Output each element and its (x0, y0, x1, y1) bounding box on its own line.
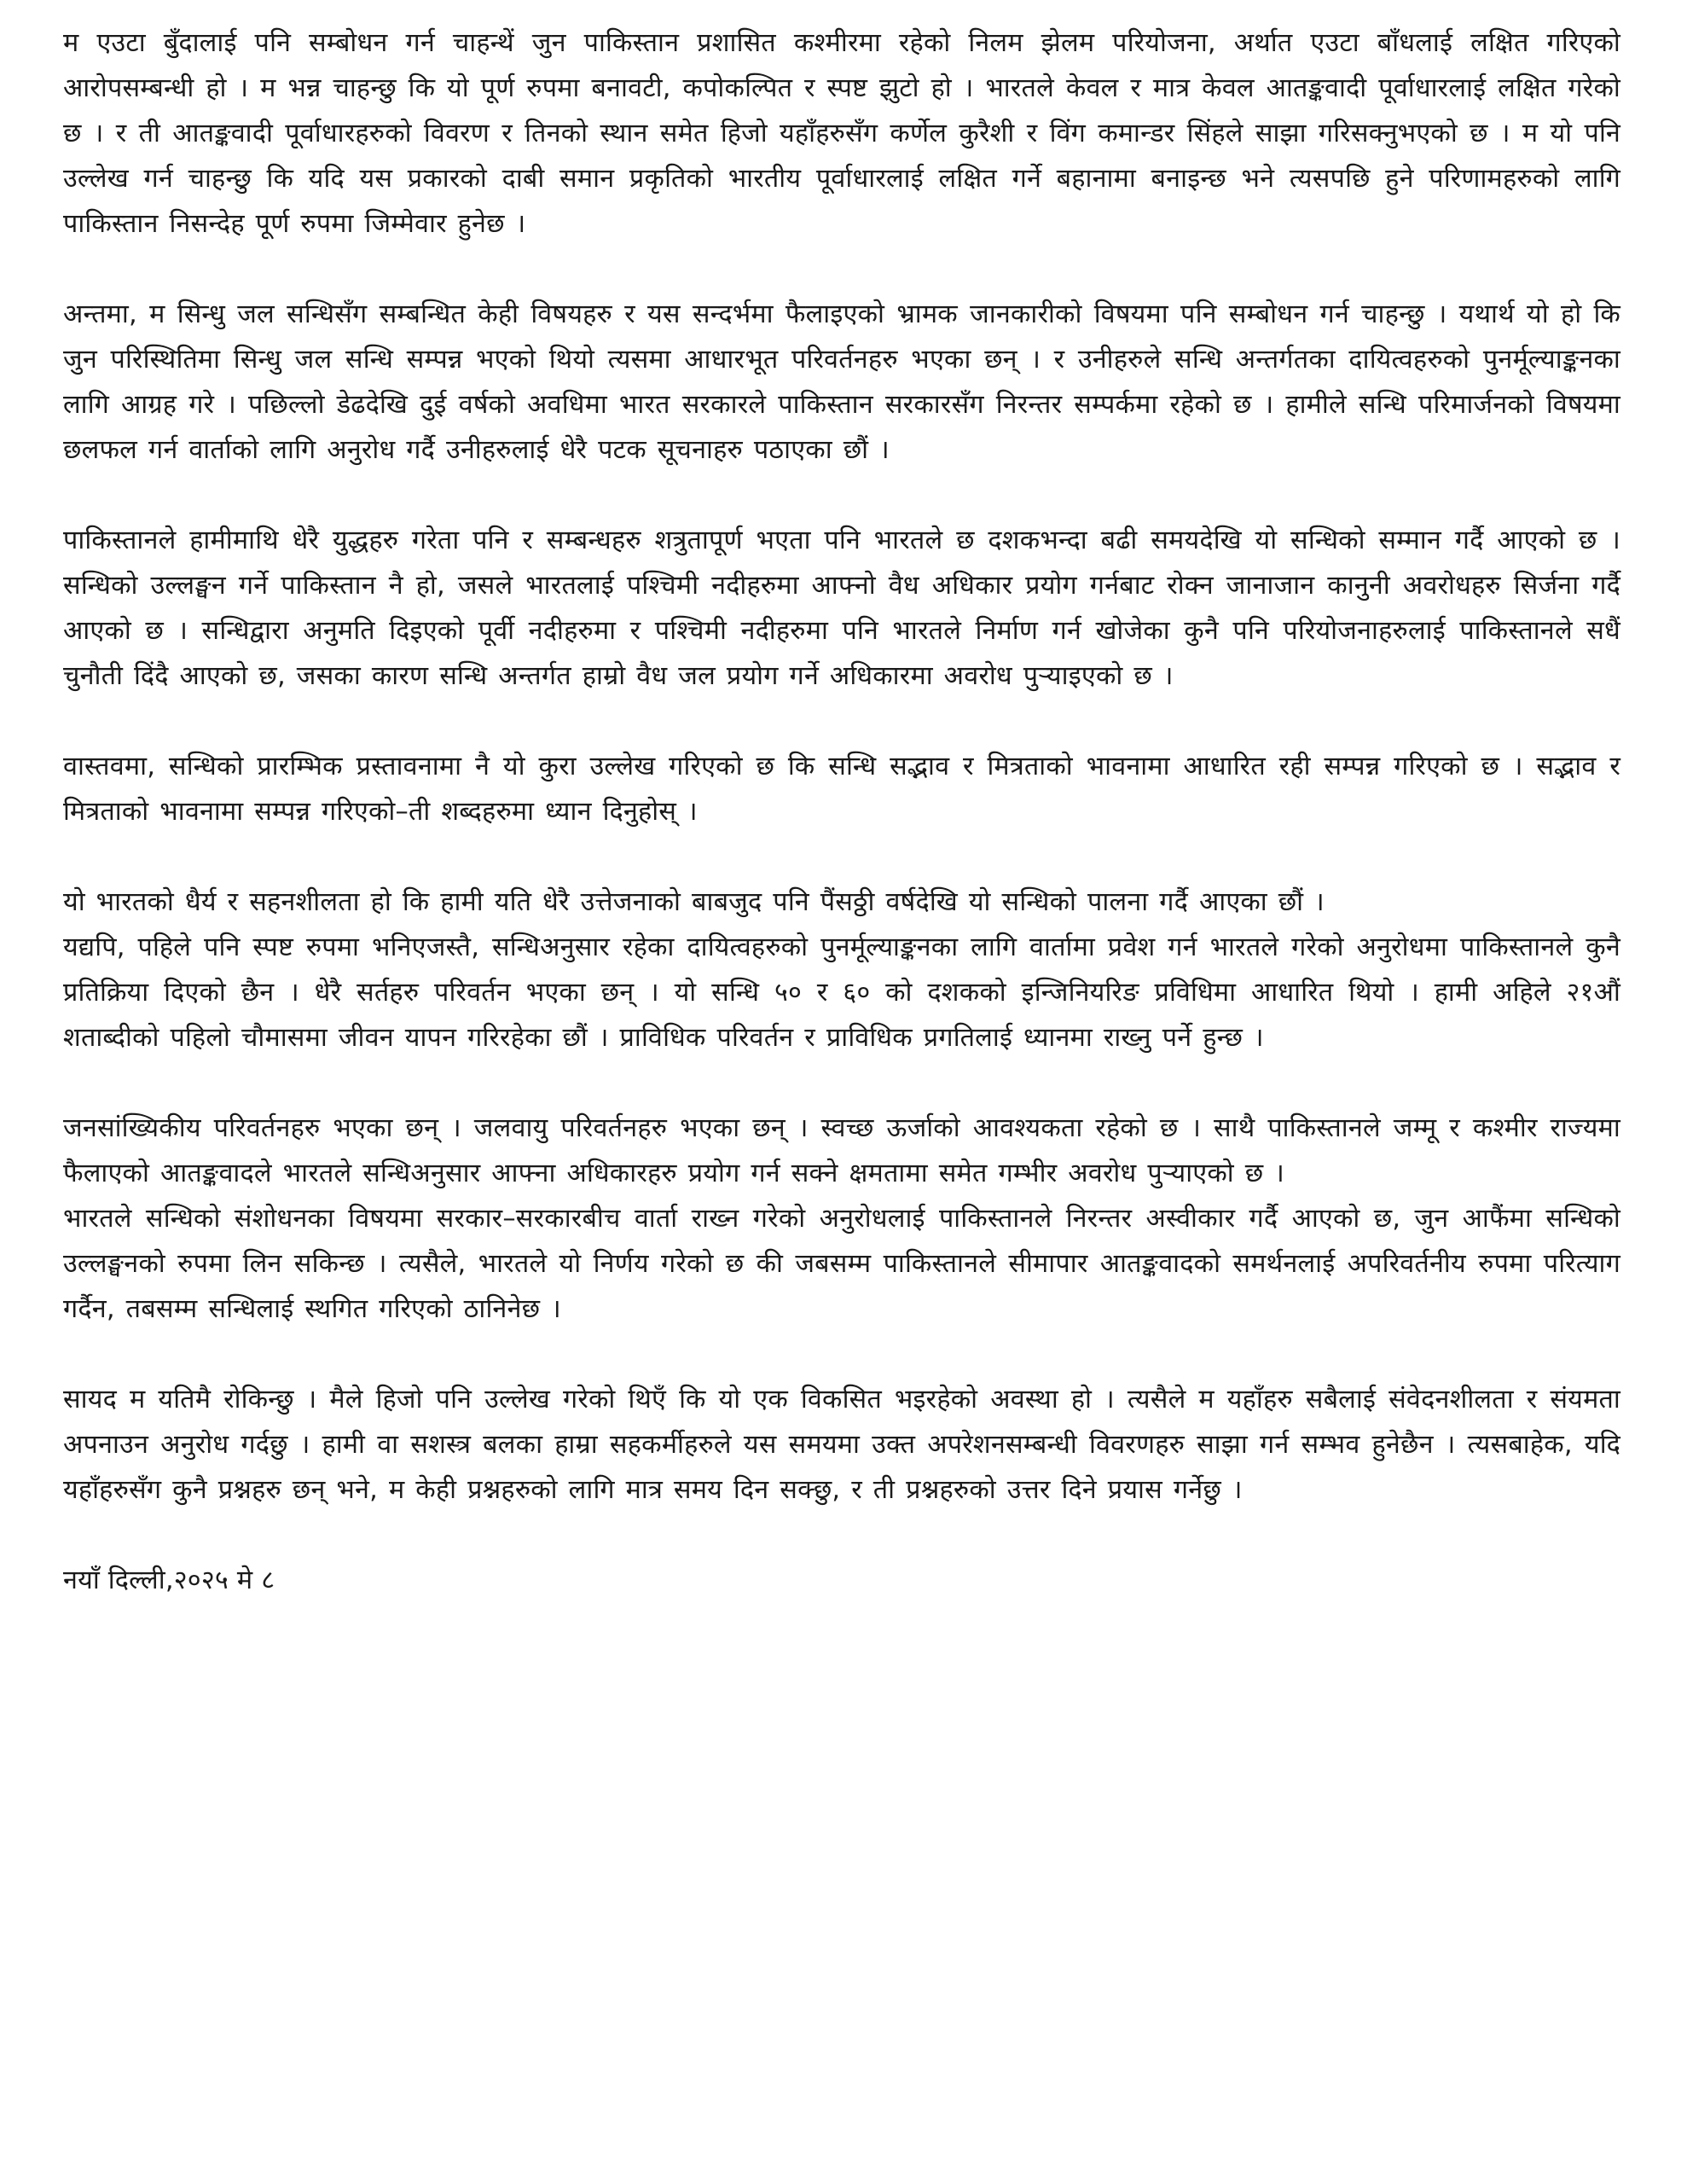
dateline: नयाँ दिल्ली,२०२५ मे ८ (63, 1565, 275, 1595)
paragraph-neelum-jhelum: म एउटा बुँदालाई पनि सम्बोधन गर्न चाहन्थें जुन पाकिस्तान प्रशासित कश्मीरमा रहेको निलम झेलम परियोजना, अर्थात एउटा बाँधलाई लक्षित गरिएको आरोपसम्बन्धी हो । म भन्न चाहन्छु कि यो पूर्ण रुपमा बनावटी, कपोकल्पित र स्पष्ट झुटो हो । भारतले केवल र मात्र केवल आतङ्कवादी पूर्वाधारलाई लक्षित गरेको छ । र ती आतङ्कवादी पूर्वाधारहरुको विवरण र तिनको स्थान समेत हिजो यहाँहरुसँग कर्णेल कुरैशी र विंग कमान्डर सिंहले साझा गरिसक्नुभएको छ । म यो पनि उल्लेख गर्न चाहन्छु कि यदि यस प्रकारको दाबी समान प्रकृतिको भारतीय पूर्वाधारलाई लक्षित गर्ने बहानामा बनाइन्छ भने त्यसपछि हुने परिणामहरुको लागि पाकिस्तान निसन्देह पूर्ण रुपमा जिम्मेवार हुनेछ । (63, 28, 1620, 239)
paragraph-treaty-abeyance: भारतले सन्धिको संशोधनका विषयमा सरकार–सरकारबीच वार्ता राख्न गरेको अनुरोधलाई पाकिस्तानले निरन्तर अस्वीकार गर्दै आएको छ, जुन आफैंमा सन्धिको उल्लङ्घनको रुपमा लिन सकिन्छ । त्यसैले, भारतले यो निर्णय गरेको छ की जबसम्म पाकिस्तानले सीमापार आतङ्कवादको समर्थनलाई अपरिवर्तनीय रुपमा परित्याग गर्दैन, तबसम्म सन्धिलाई स्थगित गरिएको ठानिनेछ । (63, 1204, 1620, 1324)
paragraph-closing: सायद म यतिमै रोकिन्छु । मैले हिजो पनि उल्लेख गरेको थिएँ कि यो एक विकसित भइरहेको अवस्था हो । त्यसैले म यहाँहरु सबैलाई संवेदनशीलता र संयमता अपनाउन अनुरोध गर्दछु । हामी वा सशस्त्र बलका हाम्रा सहकर्मीहरुले यस समयमा उक्त अपरेशनसम्बन्धी विवरणहरु साझा गर्न सम्भव हुनेछैन । त्यसबाहेक, यदि यहाँहरुसँग कुनै प्रश्नहरु छन् भने, म केही प्रश्नहरुको लागि मात्र समय दिन सक्छु, र ती प्रश्नहरुको उत्तर दिने प्रयास गर्नेछु । (63, 1385, 1620, 1505)
paragraph-pakistan-violations: पाकिस्तानले हामीमाथि धेरै युद्धहरु गरेता पनि र सम्बन्धहरु शत्रुतापूर्ण भएता पनि भारतले छ दशकभन्दा बढी समयदेखि यो सन्धिको सम्मान गर्दै आएको छ । सन्धिको उल्लङ्घन गर्ने पाकिस्तान नै हो, जसले भारतलाई पश्चिमी नदीहरुमा आफ्नो वैध अधिकार प्रयोग गर्नबाट रोक्न जानाजान कानुनी अवरोधहरु सिर्जना गर्दै आएको छ । सन्धिद्वारा अनुमति दिइएको पूर्वी नदीहरुमा र पश्चिमी नदीहरुमा पनि भारतले निर्माण गर्न खोजेका कुनै पनि परियोजनाहरुलाई पाकिस्तानले सधैं चुनौती दिंदै आएको छ, जसका कारण सन्धि अन्तर्गत हाम्रो वैध जल प्रयोग गर्ने अधिकारमा अवरोध पुऱ्याइएको छ । (63, 526, 1621, 691)
paragraph-demographic-changes: जनसांख्यिकीय परिवर्तनहरु भएका छन् । जलवायु परिवर्तनहरु भएका छन् । स्वच्छ ऊर्जाको आवश्यकता रहेको छ । साथै पाकिस्तानले जम्मू र कश्मीर राज्यमा फैलाएको आतङ्कवादले भारतले सन्धिअनुसार आफ्ना अधिकारहरु प्रयोग गर्न सक्ने क्षमतामा समेत गम्भीर अवरोध पुऱ्याएको छ । (63, 1113, 1620, 1188)
paragraph-preamble: वास्तवमा, सन्धिको प्रारम्भिक प्रस्तावनामा नै यो कुरा उल्लेख गरिएको छ कि सन्धि सद्भाव र मित्रताको भावनामा आधारित रही सम्पन्न गरिएको छ । सद्भाव र मित्रताको भावनामा सम्पन्न गरिएको–ती शब्दहरुमा ध्यान दिनुहोस् । (63, 752, 1620, 827)
paragraph-indus-treaty-intro: अन्तमा, म सिन्धु जल सन्धिसँग सम्बन्धित केही विषयहरु र यस सन्दर्भमा फैलाइएको भ्रामक जानकारीको विषयमा पनि सम्बोधन गर्न चाहन्छु । यथार्थ यो हो कि जुन परिस्थितिमा सिन्धु जल सन्धि सम्पन्न भएको थियो त्यसमा आधारभूत परिवर्तनहरु भएका छन् । र उनीहरुले सन्धि अन्तर्गतका दायित्वहरुको पुनर्मूल्याङ्कनका लागि आग्रह गरे । पछिल्लो डेढदेखि दुई वर्षको अवधिमा भारत सरकारले पाकिस्तान सरकारसँग निरन्तर सम्पर्कमा रहेको छ । हामीले सन्धि परिमार्जनको विषयमा छलफल गर्न वार्ताको लागि अनुरोध गर्दै उनीहरुलाई धेरै पटक सूचनाहरु पठाएका छौं । (63, 299, 1620, 465)
paragraph-reassessment: यद्यपि, पहिले पनि स्पष्ट रुपमा भनिएजस्तै, सन्धिअनुसार रहेका दायित्वहरुको पुनर्मूल्याङ्कनका लागि वार्तामा प्रवेश गर्न भारतले गरेको अनुरोधमा पाकिस्तानले कुनै प्रतिक्रिया दिएको छैन । धेरै सर्तहरु परिवर्तन भएका छन् । यो सन्धि ५० र ६० को दशकको इन्जिनियरिङ प्रविधिमा आधारित थियो । हामी अहिले २१औं शताब्दीको पहिलो चौमासमा जीवन यापन गरिरहेका छौं । प्राविधिक परिवर्तन र प्राविधिक प्रगतिलाई ध्यानमा राख्नु पर्ने हुन्छ । (63, 932, 1620, 1053)
paragraph-patience: यो भारतको धैर्य र सहनशीलता हो कि हामी यति धेरै उत्तेजनाको बाबजुद पनि पैंसठ्ठी वर्षदेखि यो सन्धिको पालना गर्दै आएका छौं । (63, 887, 1325, 917)
document-page (63, 20, 1620, 1603)
